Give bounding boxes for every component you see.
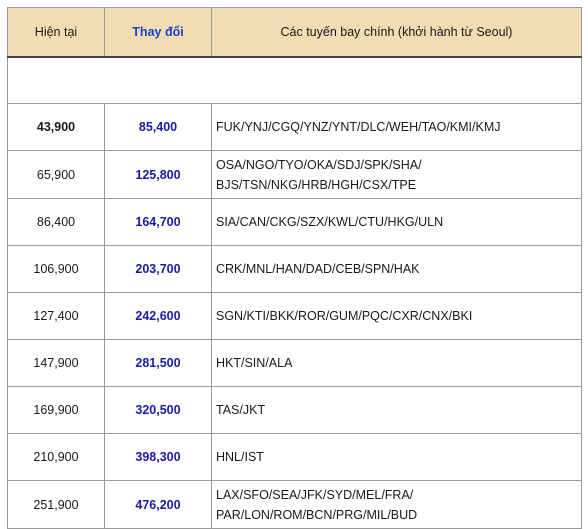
current-fare: 106,900: [8, 246, 105, 293]
route-list: [212, 340, 582, 387]
changed-fare: 398,300: [105, 434, 212, 481]
route-list: [212, 199, 582, 246]
route-list: [212, 293, 582, 340]
table-row: [8, 481, 582, 529]
changed-fare: 281,500: [105, 340, 212, 387]
route-list: [212, 246, 582, 293]
table-row: [8, 340, 582, 387]
route-line: HKT/SIN/ALA: [216, 356, 293, 370]
route-list: [212, 104, 582, 151]
current-fare: 65,900: [8, 151, 105, 199]
route-line: TAS/JKT: [216, 403, 266, 417]
changed-fare: 125,800: [105, 151, 212, 199]
current-fare: 147,900: [8, 340, 105, 387]
table-row: [8, 246, 582, 293]
fare-table: [7, 7, 582, 529]
current-fare: 86,400: [8, 199, 105, 246]
route-list: [212, 387, 582, 434]
table-row: [8, 293, 582, 340]
header-separator: [8, 57, 582, 104]
route-line: OSA/NGO/TYO/OKA/SDJ/SPK/SHA/: [216, 157, 422, 172]
header-changed: Thay đổi: [105, 8, 212, 57]
changed-fare: 164,700: [105, 199, 212, 246]
route-list: [212, 481, 582, 529]
current-fare: 251,900: [8, 481, 105, 529]
route-line: SIA/CAN/CKG/SZX/KWL/CTU/HKG/ULN: [216, 215, 444, 229]
changed-fare: 320,500: [105, 387, 212, 434]
table-row: [8, 434, 582, 481]
table-row: [8, 387, 582, 434]
table-row: [8, 151, 582, 199]
header-routes: Các tuyến bay chính (khởi hành từ Seoul): [212, 8, 582, 57]
route-list: [212, 434, 582, 481]
route-line: HNL/IST: [216, 450, 264, 464]
route-line: FUK/YNJ/CGQ/YNZ/YNT/DLC/WEH/TAO/KMI/KMJ: [216, 120, 501, 134]
changed-fare: 242,600: [105, 293, 212, 340]
route-list: [212, 151, 582, 199]
table-row: [8, 104, 582, 151]
current-fare: 210,900: [8, 434, 105, 481]
current-fare: 127,400: [8, 293, 105, 340]
table-row: [8, 199, 582, 246]
route-line: SGN/KTI/BKK/ROR/GUM/PQC/CXR/CNX/BKI: [216, 309, 473, 323]
changed-fare: 476,200: [105, 481, 212, 529]
route-line: BJS/TSN/NKG/HRB/HGH/CSX/TPE: [216, 177, 417, 192]
current-fare: 169,900: [8, 387, 105, 434]
route-line: PAR/LON/ROM/BCN/PRG/MIL/BUD: [216, 507, 418, 522]
changed-fare: 85,400: [105, 104, 212, 151]
route-line: LAX/SFO/SEA/JFK/SYD/MEL/FRA/: [216, 487, 414, 502]
header-current: Hiện tại: [8, 8, 105, 57]
header-row: [8, 8, 582, 57]
changed-fare: 203,700: [105, 246, 212, 293]
current-fare: 43,900: [8, 104, 105, 151]
route-line: CRK/MNL/HAN/DAD/CEB/SPN/HAK: [216, 262, 420, 276]
